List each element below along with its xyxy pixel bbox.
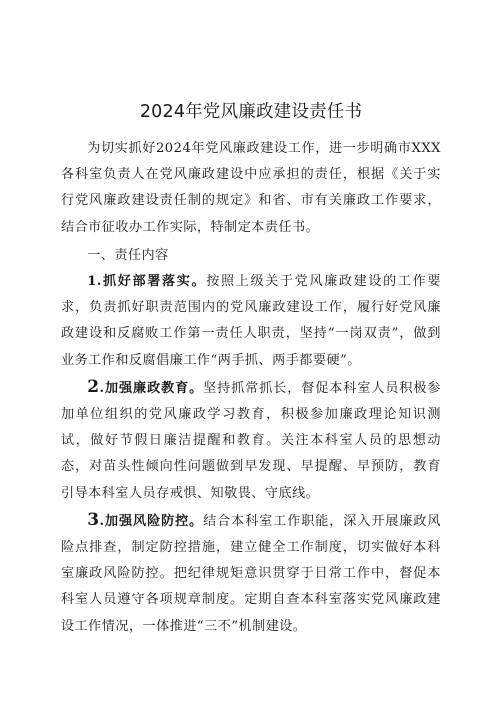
item-3-body: 结合本科室工作职能，深入开展廉政风险点排查，制定防控措施，建立健全工作制度，切实做好本科室廉政风险防控。把纪律规矩意识贯穿于日常工作中，督促本科室人员遵守各项规章制度。定期自查本科室落实党风廉政建设工作情况，一体推进“三不”机制建设。 [61,513,442,634]
item-2 [61,374,441,507]
document-title: 2024年党风廉政建设责任书 [139,102,363,122]
item-1 [61,269,441,374]
item-2-body: 坚持抓常抓长，督促本科室人员积极参加单位组织的党风廉政学习教育，积极参加廉政理论知识测试，做好节假日廉洁提醒和教育。关注本科室人员的思想动态，对苗头性倾向性问题做到早发现、早提醒、早预防，教育引导本科室人员存戒惧、知敬畏、守底线。 [61,380,442,501]
item-3 [61,507,441,640]
section-heading: 一、责任内容 [87,247,169,263]
item-3-number: 3 [87,509,100,530]
item-2-lead: .加强廉政教育。 [99,380,204,396]
item-1-number: 1. [87,274,102,290]
item-1-body: 按照上级关于党风廉政建设的工作要求，负责抓好职责范围内的党风廉政建设工作，履行好党风廉政建设和反腐败工作第一责任人职责，坚持“一岗双责”，做到业务工作和反腐倡廉工作“两手抓、两手都要硬”。 [61,274,442,368]
item-1-lead: 抓好部署落实。 [101,274,207,290]
item-2-number: 2 [87,376,100,397]
intro-paragraph: 为切实抓好2024年党风廉政建设工作，进一步明确市XXX各科室负责人在党风廉政建设中应承担的责任，根据《关于实行党风廉政建设责任制的规定》和省、市有关廉政工作要求，结合市征收办工作实际，特制定本责任书。 [61,141,441,235]
item-3-lead: .加强风险防控。 [99,513,204,529]
